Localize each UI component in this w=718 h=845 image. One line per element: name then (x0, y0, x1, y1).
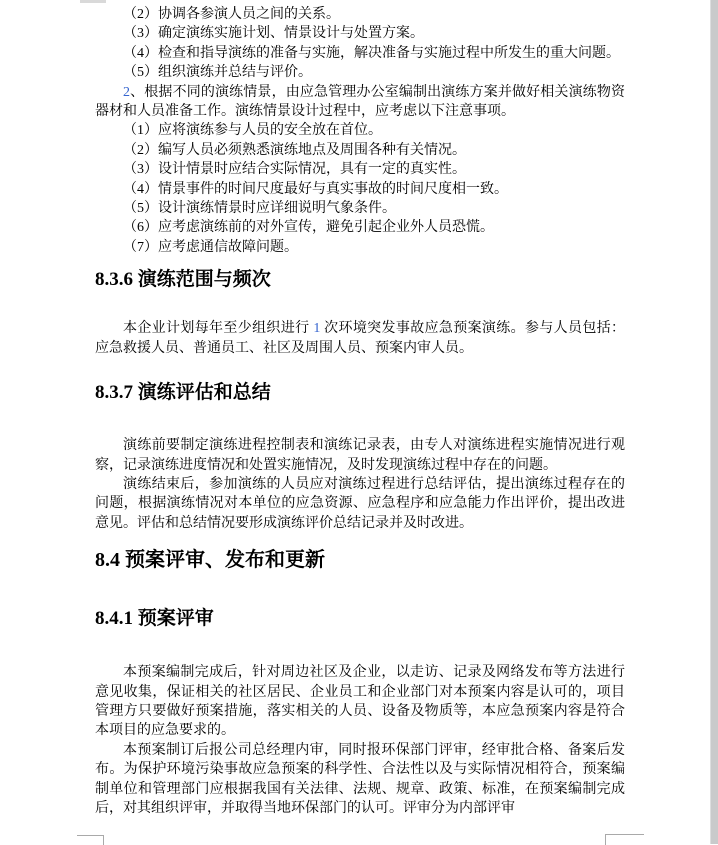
text-run: （1）应将演练参与人员的安全放在首位。 (123, 123, 382, 139)
text-run: 8.3.7 演练评估和总结 (95, 382, 271, 404)
list-item (95, 63, 625, 82)
text-boundary-mark-bottom-right (605, 834, 644, 845)
text-run: 8.4.1 预案评审 (95, 608, 214, 630)
page-top-edge-mark (80, 0, 106, 3)
list-item (95, 121, 625, 140)
section-heading-8-3-6 (95, 266, 625, 293)
text-run: 、根据不同的演练情景，由应急管理办公室编制出演练方案并做好相关演练物资器材和人员准备工作。演练情景设计过程中，应考虑以下注意事项。 (95, 84, 625, 120)
text-run: （6）应考虑演练前的对外宣传，避免引起企业外人员恐慌。 (123, 220, 494, 236)
text-run: 本预案编制完成后，针对周边社区及企业，以走访、记录及网络发布等方法进行意见收集，保证相关的社区居民、企业员工和企业部门对本预案内容是认可的，项目管理方只要做好预案措施，落实相关的人员、设备及物质等，本应急预案内容是符合本项目的应急要求的。 (95, 665, 625, 739)
section-heading-8-4-1 (95, 605, 625, 632)
text-run: 8.4 预案评审、发布和更新 (95, 549, 325, 572)
list-item (95, 44, 625, 63)
list-item (95, 160, 625, 179)
list-item (95, 141, 625, 160)
text-run: 本企业计划每年至少组织进行 (123, 321, 314, 337)
text-run: （5）设计演练情景时应详细说明气象条件。 (123, 201, 396, 217)
page-right-edge (710, 0, 718, 844)
text-run: （4）检查和指导演练的准备与实施，解决准备与实施过程中所发生的重大问题。 (123, 45, 620, 61)
text-run: （4）情景事件的时间尺度最好与真实事故的时间尺度相一致。 (123, 181, 508, 197)
section-heading-8-4 (95, 546, 625, 574)
list-item (95, 5, 625, 24)
list-item (95, 180, 625, 199)
text-run: （3）设计情景时应结合实际情况，具有一定的真实性。 (123, 162, 466, 178)
paragraph (95, 663, 625, 741)
list-item (95, 218, 625, 237)
section-heading-8-3-7 (95, 379, 625, 406)
paragraph (95, 475, 625, 533)
paragraph (95, 83, 625, 122)
highlighted-number: 2 (123, 84, 130, 100)
text-run: 本预案制订后报公司总经理内审，同时报环保部门评审，经审批合格、备案后发布。为保护环境污染事故应急预案的科学性、合法性以及与实际情况相符合，预案编制单位和管理部门应根据我国有关法律、法规、规章、政策、标准，在预案编制完成后，对其组织评审，并取得当地环保部门的认可。评审分为内部评审 (95, 742, 625, 816)
list-item (95, 238, 625, 257)
text-run: 次环境突发事故应急预案演练。参与人员包括：应急救援人员、普通员工、社区及周围人员、预案内审人员。 (95, 321, 626, 356)
text-run: （7）应考虑通信故障问题。 (123, 239, 298, 255)
text-run: （3）确定演练实施计划、情景设计与处置方案。 (123, 26, 424, 42)
text-run: （2）编写人员必须熟悉演练地点及周围各种有关情况。 (123, 142, 466, 158)
text-run: 演练结束后，参加演练的人员应对演练过程进行总结评估，提出演练过程存在的问题，根据演练情况对本单位的应急资源、应急程序和应急能力作出评价，提出改进意见。评估和总结情况要形成演练评价总结记录并及时改进。 (95, 476, 625, 531)
text-run: 演练前要制定演练进程控制表和演练记录表，由专人对演练进程实施情况进行观察，记录演练进度情况和处置实施情况，及时发现演练过程中存在的问题。 (95, 438, 625, 473)
paragraph (95, 319, 625, 358)
paragraph (95, 436, 625, 475)
text-run: （2）协调各参演人员之间的关系。 (123, 7, 340, 22)
list-item (95, 199, 625, 218)
text-run: 8.3.6 演练范围与频次 (95, 269, 271, 291)
paragraph (95, 741, 625, 819)
document-content (95, 5, 625, 818)
highlighted-number: 1 (313, 321, 321, 337)
list-item (95, 24, 625, 43)
text-run: （5）组织演练并总结与评价。 (123, 65, 312, 81)
